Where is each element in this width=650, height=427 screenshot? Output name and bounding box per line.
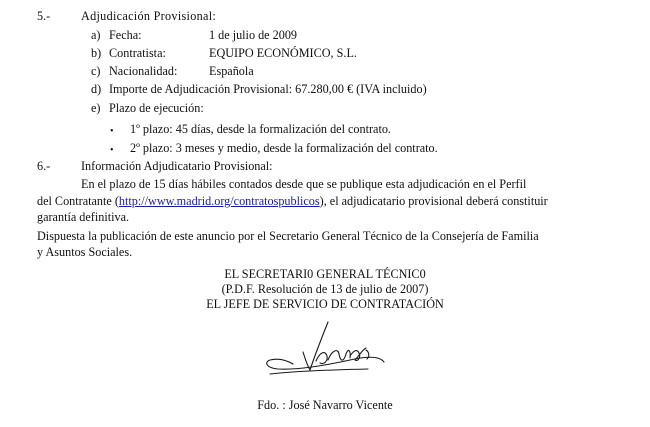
item-a-label: Fecha: [109, 28, 142, 42]
signature-title-2: (P.D.F. Resolución de 13 de julio de 2007) [221, 282, 429, 296]
item-a-marker: a) [91, 28, 101, 42]
line-2-before: del Contratante ( [37, 194, 119, 208]
item-e-marker: e) [91, 101, 101, 115]
line-2-after: ), el adjudicatario provisional deberá constituir [319, 194, 548, 208]
bullet-1-text: 1º plazo: 45 días, desde la formalización del contrato. [130, 122, 391, 136]
section-5-number: 5.- [37, 9, 51, 23]
section-6-line-3: garantía definitiva. [37, 210, 130, 224]
section-6-line-2 [37, 194, 548, 209]
section-6-line-1: En el plazo de 15 días hábiles contados desde que se publique esta adjudicación en el Perfil [81, 177, 527, 191]
bullet-2-text: 2º plazo: 3 meses y medio, desde la formalización del contrato. [130, 141, 438, 155]
bullet-icon: • [110, 126, 114, 137]
item-c-marker: c) [91, 64, 101, 78]
handwritten-signature [258, 312, 398, 392]
section-6-number: 6.- [37, 159, 51, 173]
signature-title-1: EL SECRETARI0 GENERAL TÉCNIC0 [224, 267, 426, 281]
item-e-text: Plazo de ejecución: [109, 101, 204, 115]
section-5-title: Adjudicación Provisional: [81, 9, 217, 23]
bullet-icon: • [110, 145, 114, 156]
item-a-value: 1 de julio de 2009 [209, 28, 298, 42]
closing-line-2: y Asuntos Sociales. [37, 245, 133, 259]
section-6-title: Información Adjudicatario Provisional: [81, 159, 273, 173]
item-c-label: Nacionalidad: [109, 64, 178, 78]
item-d-marker: d) [91, 82, 102, 96]
item-b-label: Contratista: [109, 46, 166, 60]
item-d-text: Importe de Adjudicación Provisional: 67.280,00 € (IVA incluido) [109, 82, 427, 96]
item-b-value: EQUIPO ECONÓMICO, S.L. [209, 46, 357, 60]
contratos-publicos-link[interactable]: http://www.madrid.org/contratospublicos [118, 194, 320, 208]
signed-by: Fdo. : José Navarro Vicente [257, 398, 393, 412]
item-b-marker: b) [91, 46, 102, 60]
signature-title-3: EL JEFE DE SERVICIO DE CONTRATACIÓN [206, 297, 444, 311]
item-c-value: Española [209, 64, 254, 78]
closing-line-1: Dispuesta la publicación de este anuncio por el Secretario General Técnico de la Consejería de Familia [37, 229, 539, 243]
